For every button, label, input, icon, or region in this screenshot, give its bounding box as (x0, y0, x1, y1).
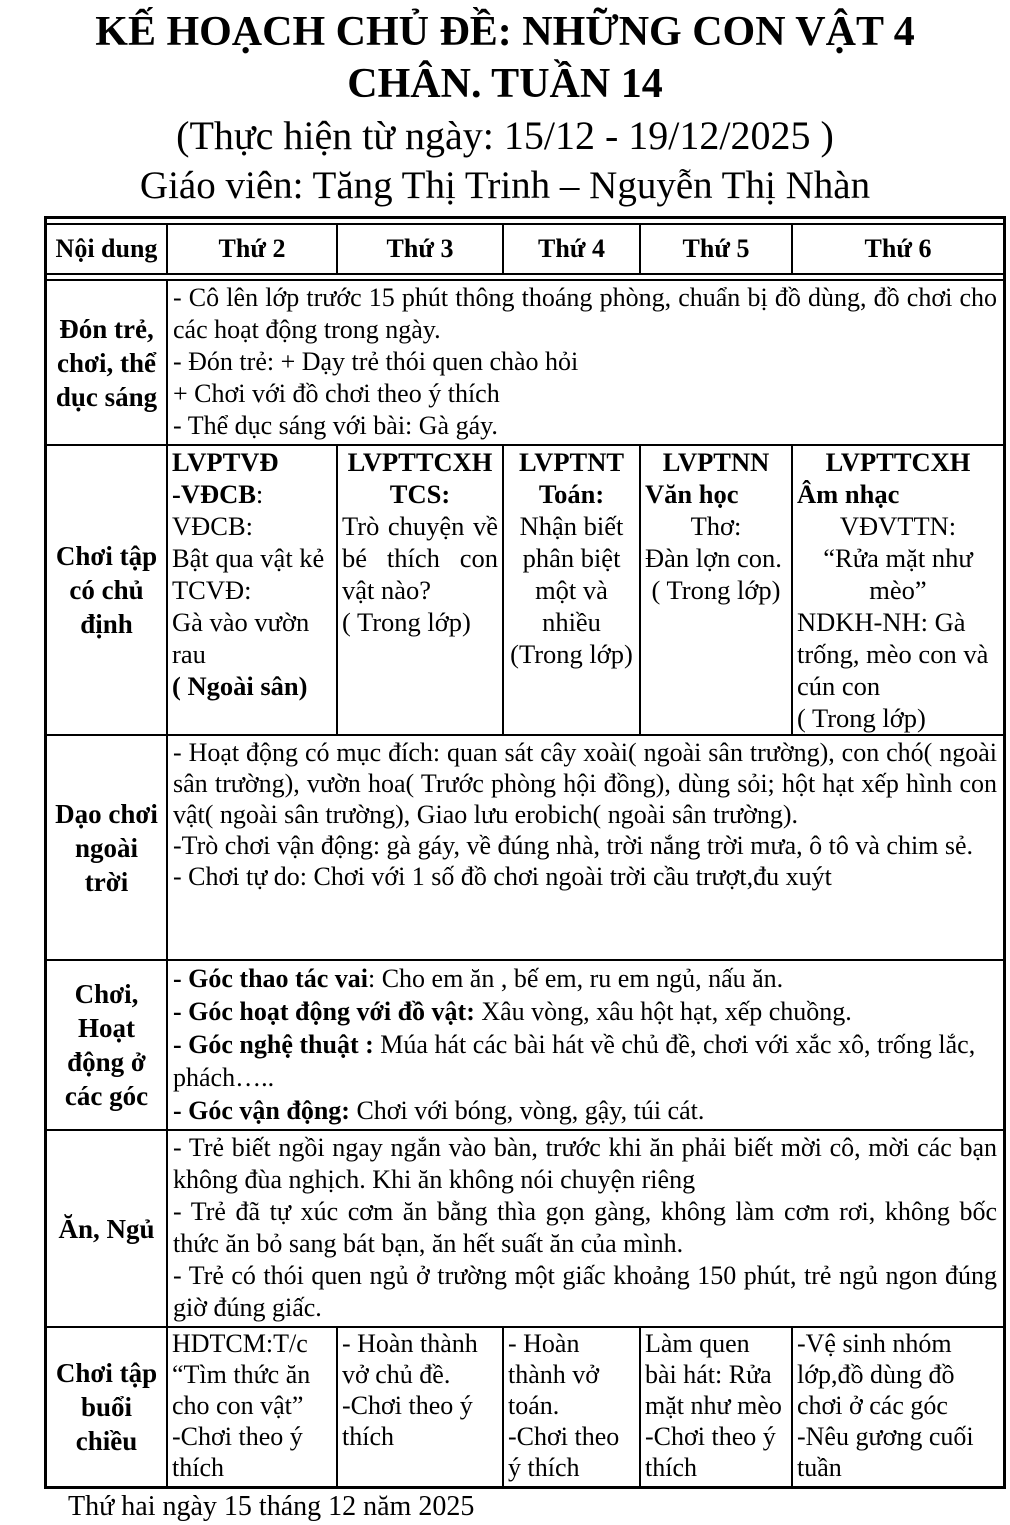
text-line: Bật qua vật kẻ (172, 543, 325, 573)
weekly-schedule-table (44, 216, 1006, 1489)
text-line: -Chơi theo ý thích (172, 1422, 303, 1482)
header-label: Thứ 5 (682, 234, 750, 263)
corner-name: - Góc hoạt động với đồ vật: (173, 997, 475, 1026)
header-label: Thứ 2 (218, 234, 286, 263)
text-line: VĐCB: (172, 511, 253, 541)
corner-item (173, 962, 997, 995)
document-header (0, 0, 1010, 211)
header-label: Thứ 6 (864, 234, 932, 263)
row-label-don-tre: Đón trẻ, chơi, thể dục sáng (47, 279, 166, 444)
row-dao-choi-content (166, 734, 1003, 959)
header-box (166, 223, 336, 275)
cell-chieu-mon (166, 1326, 336, 1486)
row-label-dao-choi: Dạo chơi ngoài trời (47, 734, 166, 959)
header-label: Thứ 3 (386, 234, 454, 263)
subject-code: LVPTNN (662, 447, 770, 477)
clipped-next-section-text: Thứ hai ngày 15 tháng 12 năm 2025 (68, 1491, 475, 1522)
text-line: - Hoàn thành vở chủ đề. (342, 1329, 478, 1389)
text-line: - Chơi tự do: Chơi với 1 số đồ chơi ngoài trời cầu trượt,đu xuýt (173, 862, 832, 891)
text-line: -Chơi theo ý thích (645, 1422, 776, 1482)
cell-choi-tap-wed (502, 444, 639, 734)
header-box (791, 223, 1003, 275)
corner-item (173, 995, 997, 1028)
text-line: TCVĐ: (172, 575, 252, 605)
document-title-line-1: KẾ HOẠCH CHỦ ĐỀ: NHỮNG CON VẬT 4 (95, 9, 915, 55)
header-box (639, 223, 791, 275)
location-note: ( Trong lớp) (651, 575, 781, 605)
cell-choi-tap-thu (639, 444, 791, 734)
header-cell-noi-dung (47, 219, 166, 279)
text-line: -Trò chơi vận động: gà gáy, về đúng nhà, trời nắng trời mưa, ô tô và chim sẻ. (173, 831, 974, 860)
header-box (502, 223, 639, 275)
text-line: Nhận biết phân biệt một và nhiều (519, 511, 624, 637)
header-label: Thứ 4 (538, 234, 605, 263)
text-line: - Trẻ biết ngồi ngay ngắn vào bàn, trước khi ăn phải biết mời cô, mời các bạn không đùa nghịch. Khi ăn không nói chuyện riêng (173, 1133, 997, 1194)
text-line: - Trẻ có thói quen ngủ ở trường một giấc khoảng 150 phút, trẻ ngủ ngon đúng giờ đúng giấc. (173, 1261, 997, 1322)
text-line: -Chơi theo ý thích (508, 1422, 620, 1482)
row-label-an-ngu: Ăn, Ngủ (47, 1129, 166, 1326)
text-line: NDKH-NH: Gà trống, mèo con và cún con (797, 607, 989, 701)
corner-name: - Góc thao tác vai (173, 964, 368, 993)
row-label-chieu: Chơi tập buổi chiều (47, 1326, 166, 1486)
subject-title-rest: : (255, 479, 264, 509)
text-line: - Hoàn thành vở toán. (508, 1329, 600, 1420)
cell-choi-tap-mon (166, 444, 336, 734)
text-line: -Nêu gương cuối tuần (797, 1422, 974, 1482)
subject-code: LVPTVĐ (172, 447, 279, 477)
document-teachers-line: Giáo viên: Tăng Thị Trinh – Nguyễn Thị Nhàn (139, 164, 871, 207)
header-cell-thu-4 (502, 219, 639, 279)
subject-title: TCS: (389, 479, 451, 509)
row-label-goc: Chơi, Hoạt động ở các góc (47, 959, 166, 1129)
text-line: - Cô lên lớp trước 15 phút thông thoáng phòng, chuẩn bị đồ dùng, đồ chơi cho các hoạt động trong ngày. (173, 283, 997, 344)
corner-name: - Góc vận động: (173, 1096, 350, 1125)
corner-detail: Xâu vòng, xâu hột hạt, xếp chuồng. (474, 997, 852, 1026)
subject-title: Toán: (538, 479, 605, 509)
subject-title: Văn học (645, 479, 739, 509)
corner-detail: Chơi với bóng, vòng, gậy, túi cát. (349, 1096, 705, 1125)
text-line: - Trẻ đã tự xúc cơm ăn bằng thìa gọn gàng, không làm cơm rơi, không bốc thức ăn bỏ sang bát bạn, ăn hết suất ăn của mình. (173, 1197, 997, 1258)
corner-name: - Góc nghệ thuật : (173, 1030, 374, 1059)
cell-chieu-thu (639, 1326, 791, 1486)
subject-title-bold: -VĐCB (172, 479, 256, 509)
corner-detail: Múa hát các bài hát về chủ đề, chơi với xắc xô, trống lắc, phách….. (173, 1030, 976, 1092)
text-line: Trò chuyện về bé thích con vật nào? (342, 511, 498, 605)
header-box (47, 223, 166, 275)
row-an-ngu-content (166, 1129, 1003, 1326)
cell-choi-tap-fri (791, 444, 1003, 734)
corner-item (173, 1094, 997, 1127)
text-line: - Hoạt động có mục đích: quan sát cây xoài( ngoài sân trường), con chó( ngoài sân trường), vườn hoa( Trước phòng hội đồng), dùng sỏi; hột hạt xếp hình con vật( ngoài sân trường), Giao lưu erobich( ngoài sân trường). (173, 738, 997, 829)
cell-chieu-wed (502, 1326, 639, 1486)
document-title-line-2: CHÂN. TUẦN 14 (347, 61, 663, 107)
location-note: (Trong lớp) (510, 639, 633, 669)
text-line: -Chơi theo ý thích (342, 1391, 473, 1451)
text-line: -Vệ sinh nhóm lớp,đồ dùng đồ chơi ở các góc (797, 1329, 955, 1420)
header-cell-thu-5 (639, 219, 791, 279)
header-cell-thu-3 (336, 219, 502, 279)
text-line: Đàn lợn con. (645, 543, 782, 573)
subject-code: LVPTTCXH (825, 447, 971, 477)
text-line: Làm quen bài hát: Rửa mặt như mèo (645, 1329, 782, 1420)
location-note: ( Ngoài sân) (172, 671, 308, 701)
text-line: HDTCM:T/c “Tìm thức ăn cho con vật” (172, 1329, 311, 1420)
document-subtitle-dates: (Thực hiện từ ngày: 15/12 - 19/12/2025 ) (176, 113, 834, 158)
text-line: - Thể dục sáng với bài: Gà gáy. (173, 411, 498, 440)
cell-chieu-tue (336, 1326, 502, 1486)
row-goc-content (166, 959, 1003, 1129)
corner-item (173, 1028, 997, 1094)
header-cell-thu-2 (166, 219, 336, 279)
corner-detail: : Cho em ăn , bế em, ru em ngủ, nấu ăn. (367, 964, 784, 993)
text-line: Gà vào vườn rau (172, 607, 310, 669)
header-box (336, 223, 502, 275)
location-note: ( Trong lớp) (797, 703, 926, 733)
subject-title: Âm nhạc (797, 479, 900, 509)
header-cell-thu-6 (791, 219, 1003, 279)
text-line: Thơ: (690, 511, 742, 541)
cell-chieu-fri (791, 1326, 1003, 1486)
header-label: Nội dung (55, 234, 158, 263)
location-note: ( Trong lớp) (342, 607, 471, 637)
text-line: “Rửa mặt như mèo” (823, 543, 973, 605)
text-line: + Chơi với đồ chơi theo ý thích (173, 379, 500, 408)
subject-title (172, 478, 332, 510)
cell-choi-tap-tue (336, 444, 502, 734)
text-line: - Đón trẻ: + Dạy trẻ thói quen chào hỏi (173, 347, 579, 376)
row-label-choi-tap: Chơi tập có chủ định (47, 444, 166, 734)
subject-code: LVPTNT (518, 447, 625, 477)
text-line: VĐVTTN: (839, 511, 957, 541)
subject-code: LVPTTCXH (347, 447, 493, 477)
row-don-tre-content (166, 279, 1003, 444)
